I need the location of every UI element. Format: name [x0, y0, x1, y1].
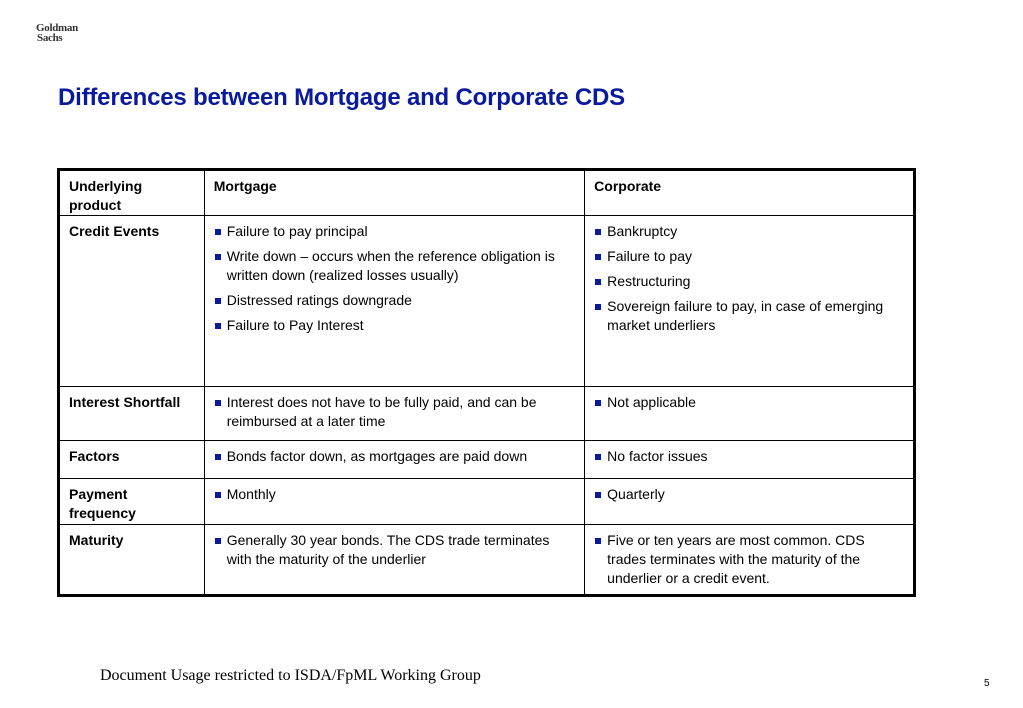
row-label-interest-shortfall: Interest Shortfall [59, 387, 205, 441]
goldman-sachs-logo [36, 23, 78, 43]
table-row [59, 479, 915, 525]
header-underlying-product: Underlying product [59, 170, 205, 216]
list-item: Bankruptcy [594, 222, 905, 241]
bullet-list [594, 222, 905, 335]
bullet-list [594, 393, 905, 412]
list-item: Interest does not have to be fully paid, and can be reimbursed at a later time [214, 393, 576, 431]
list-item: Failure to pay principal [214, 222, 576, 241]
table-row [59, 387, 915, 441]
list-item: Sovereign failure to pay, in case of emerging market underliers [594, 297, 905, 335]
list-item: Bonds factor down, as mortgages are paid down [214, 447, 576, 466]
list-item: Distressed ratings downgrade [214, 291, 576, 310]
list-item: Restructuring [594, 272, 905, 291]
list-item: Not applicable [594, 393, 905, 412]
mortgage-cell [204, 441, 584, 479]
row-label-maturity: Maturity [59, 525, 205, 596]
bullet-list [214, 531, 576, 569]
bullet-list [214, 485, 576, 504]
bullet-list [594, 447, 905, 466]
logo-line-2: Sachs [37, 32, 63, 44]
mortgage-cell [204, 216, 584, 387]
page-number: 5 [984, 678, 990, 689]
mortgage-cell [204, 387, 584, 441]
list-item: Monthly [214, 485, 576, 504]
list-item: Generally 30 year bonds. The CDS trade terminates with the maturity of the underlier [214, 531, 576, 569]
row-label-factors: Factors [59, 441, 205, 479]
footer-note: Document Usage restricted to ISDA/FpML Working Group [100, 667, 481, 684]
row-label-credit-events: Credit Events [59, 216, 205, 387]
corporate-cell [585, 216, 915, 387]
list-item: Five or ten years are most common. CDS trades terminates with the maturity of the underlier or a credit event. [594, 531, 905, 588]
list-item: Failure to pay [594, 247, 905, 266]
bullet-list [214, 447, 576, 466]
mortgage-cell [204, 479, 584, 525]
bullet-list [594, 531, 905, 588]
list-item: No factor issues [594, 447, 905, 466]
corporate-cell [585, 479, 915, 525]
table-row [59, 441, 915, 479]
corporate-cell [585, 387, 915, 441]
table-header-row [59, 170, 915, 216]
list-item: Write down – occurs when the reference obligation is written down (realized losses usually) [214, 247, 576, 285]
bullet-list [594, 485, 905, 504]
list-item: Failure to Pay Interest [214, 316, 576, 335]
row-label-payment-frequency: Payment frequency [59, 479, 205, 525]
bullet-list [214, 222, 576, 335]
table-row [59, 525, 915, 596]
corporate-cell [585, 525, 915, 596]
header-mortgage: Mortgage [204, 170, 584, 216]
comparison-table [57, 168, 916, 597]
mortgage-cell [204, 525, 584, 596]
header-corporate: Corporate [585, 170, 915, 216]
table-row [59, 216, 915, 387]
logo-line-1: Goldman [36, 22, 78, 34]
bullet-list [214, 393, 576, 431]
page-title: Differences between Mortgage and Corporate CDS [58, 84, 625, 111]
list-item: Quarterly [594, 485, 905, 504]
corporate-cell [585, 441, 915, 479]
